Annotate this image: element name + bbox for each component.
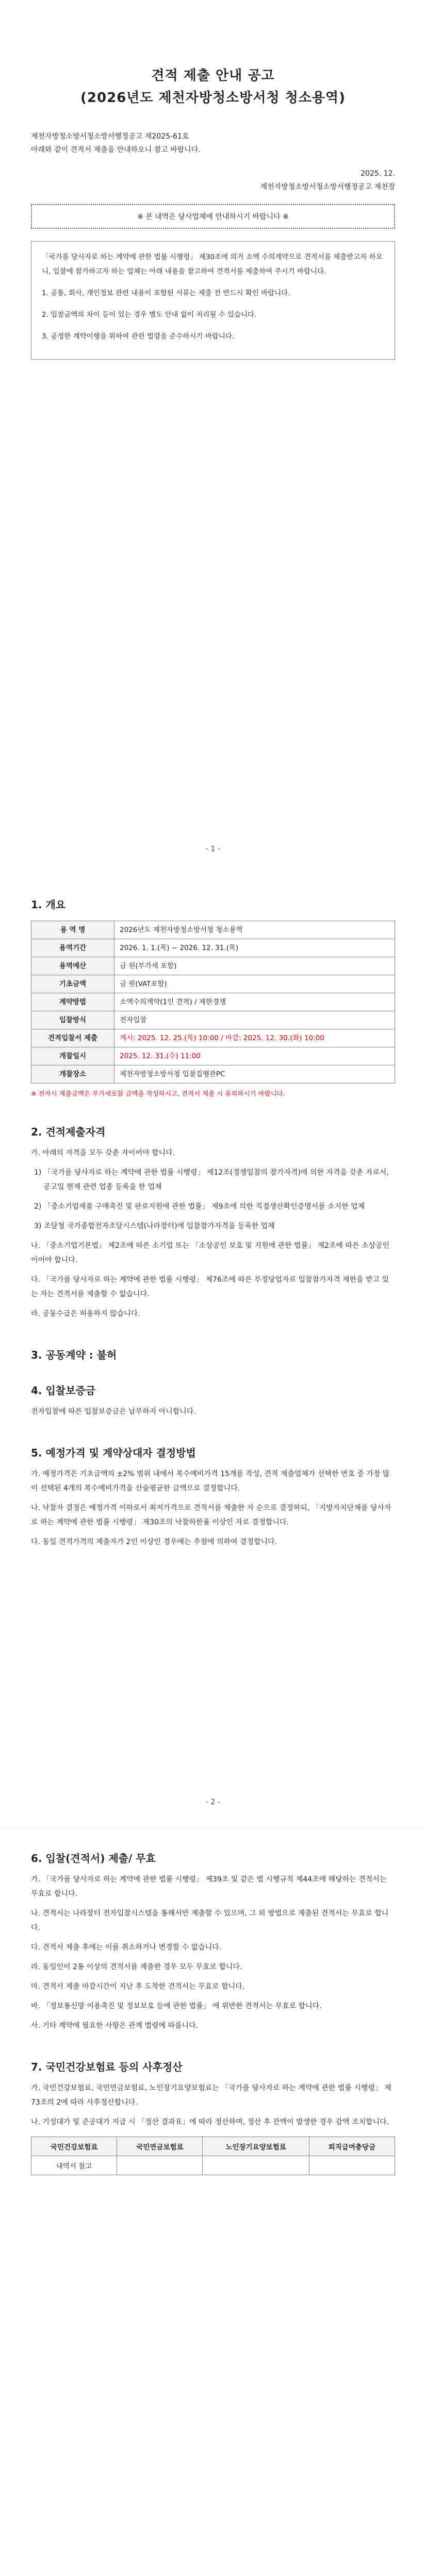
page-2 (0, 876, 426, 1829)
table-row (31, 939, 395, 957)
table-row (31, 993, 395, 1011)
notice-number: 제천자방청소방서청소방서행정공고 제2025-61호 (31, 132, 189, 141)
table-cell (117, 2156, 203, 2175)
paragraph: 전자입찰에 따른 입찰보증금은 납부하지 아니합니다. (31, 1408, 196, 1416)
list-item: 3) 조달청 국가종합전자조달시스템(나라장터)에 입찰참가자격을 등록한 업체 (34, 1222, 275, 1230)
list-item: 나. 견적서는 나라장터 전자입찰시스템을 통해서만 제출할 수 있으며, 그 외 방법으로 제출된 견적서는 무효로 합니다. (31, 1909, 389, 1932)
list-item: 나. 「중소기업기본법」 제2조에 따른 소기업 또는 「소상공인 보호 및 지원에 관한 법률」 제2조에 따른 소상공인이어야 합니다. (31, 1242, 390, 1264)
section-2-body (0, 1146, 426, 1321)
list-item: 1) 「국가를 당사자로 하는 계약에 관한 법률 시행령」 제12조(경쟁입찰의 참가자격)에 의한 자격을 갖춘 자로서, 공고일 현재 관련 업종 등록을 한 업체 (34, 1168, 389, 1191)
row-key: 용역기간 (31, 939, 114, 957)
list-item: 라. 동일인이 2통 이상의 견적서를 제출한 경우 모두 무효로 합니다. (31, 1963, 242, 1971)
intro-box (31, 241, 395, 360)
list-item: 나. 기성대가 및 준공대가 지급 시 「정산 결과표」에 따라 정산하며, 정산 후 잔액이 발생한 경우 감액 조치합니다. (31, 2118, 389, 2126)
intro-paragraph: 「국가를 당사자로 하는 계약에 관한 법률 시행령」 제30조에 의거 소액 수의계약으로 견적서를 제출받고자 하오니, 입찰에 참가하고자 하는 업체는 아래 내용을 참고하여 견적서를 제출하여 주시기 바랍니다. (42, 253, 383, 276)
list-item: 2) 「중소기업제품 구매촉진 및 판로지원에 관한 법률」 제9조에 의한 직접생산확인증명서를 소지한 업체 (34, 1202, 365, 1211)
table-row (31, 1029, 395, 1047)
section-3-title: 3. 공동계약 : 불허 (31, 1349, 117, 1361)
list-item: 다. 견적서 제출 후에는 이를 취소하거나 변경할 수 없습니다. (31, 1943, 222, 1952)
row-key: 입찰방식 (31, 1011, 114, 1029)
notice-header (0, 109, 426, 157)
page-3 (0, 1829, 426, 2576)
intro-item: 1. 공통, 회사, 개인정보 관련 내용이 포함된 서류는 제출 전 반드시 확인 바랍니다. (42, 289, 290, 297)
table-row (31, 1011, 395, 1029)
section-4-body (0, 1404, 426, 1419)
row-key: 개찰일시 (31, 1047, 114, 1065)
list-item: 마. 견적서 제출 마감시간이 지난 후 도착한 견적서는 무효로 합니다. (31, 1982, 245, 1991)
title-block (0, 0, 426, 106)
list-item: 다. 동일 견적가격의 제출자가 2인 이상인 경우에는 추첨에 의하여 결정합니다. (31, 1538, 277, 1546)
intro-item: 3. 공정한 계약이행을 위하여 관련 법령을 준수하시기 바랍니다. (42, 332, 235, 341)
row-value: 소액수의계약(1인 견적) / 제한경쟁 (114, 993, 395, 1011)
section-6-title: 6. 입찰(견적서) 제출/ 무효 (31, 1852, 156, 1865)
row-key: 견적입찰서 제출 (31, 1029, 114, 1047)
row-key: 용 역 명 (31, 921, 114, 939)
list-item: 가. 국민건강보험료, 국민연금보험료, 노인장기요양보험료는 「국가를 당사자로 하는 계약에 관한 법률 시행령」 제73조의 2에 따라 사후정산합니다. (31, 2084, 391, 2107)
list-item: 바. 「정보통신망 이용촉진 및 정보보호 등에 관한 법률」 에 위반한 견적서는 무효로 합니다. (31, 2002, 322, 2010)
page-1 (0, 0, 426, 876)
list-item: 사. 기타 계약에 필요한 사항은 관계 법령에 따릅니다. (31, 2022, 199, 2030)
section-2-title: 2. 견적제출자격 (31, 1126, 106, 1138)
table-header: 국민연금보험료 (117, 2137, 203, 2156)
table-header: 퇴직급여충당금 (309, 2137, 395, 2156)
table-header: 국민건강보험료 (31, 2137, 117, 2156)
row-key: 용역예산 (31, 957, 114, 975)
notice-subtitle: (2026년도 제천자방청소방서청 청소용역) (80, 90, 346, 106)
notice-callout: ※ 본 내역은 당사업체에 안내하시기 바랍니다 ※ (31, 204, 395, 229)
notice-title: 견적 제출 안내 공고 (151, 68, 275, 83)
row-value: 금 원(부가세 포함) (114, 957, 395, 975)
table-row (31, 2156, 395, 2175)
row-key: 개찰장소 (31, 1065, 114, 1083)
list-item: 다. 「국가를 당사자로 하는 계약에 관한 법률 시행령」 제76조에 따른 부정당업자로 입찰참가자격 제한을 받고 있는 자는 견적서를 제출할 수 없습니다. (31, 1276, 389, 1298)
issue-date: 2025. 12. (361, 170, 395, 178)
list-item: 가. 「국가를 당사자로 하는 계약에 관한 법률 시행령」 제39조 및 같은 법 시행규칙 제44조에 해당하는 견적서는 무효로 합니다. (31, 1875, 387, 1898)
overview-note: ※ 전자시 제출금액은 부가세포함 금액을 작성하시고, 견적서 제출 시 유의하시기 바랍니다. (31, 1090, 285, 1097)
list-item: 가. 아래의 자격을 모두 갖춘 자이어야 합니다. (31, 1149, 175, 1157)
section-5-title: 5. 예정가격 및 계약상대자 결정방법 (31, 1447, 196, 1459)
row-value: 제천자방청소방서청 입찰집행관PC (114, 1065, 395, 1083)
table-row (31, 1047, 395, 1065)
table-header: 노인장기요양보험료 (203, 2137, 309, 2156)
section-4-title: 4. 입찰보증금 (31, 1384, 96, 1397)
issuer: 제천자방청소방서청소방서행정공고 제천장 (260, 183, 395, 191)
table-header-row (31, 2137, 395, 2156)
row-key: 기초금액 (31, 975, 114, 993)
overview-table (31, 921, 395, 1083)
table-cell (203, 2156, 309, 2175)
section-1-title: 1. 개요 (31, 899, 66, 911)
insurance-table (31, 2137, 395, 2175)
table-cell: 내역서 참고 (31, 2156, 117, 2175)
page-number: - 1 - (206, 845, 220, 853)
issue-info (0, 157, 426, 194)
section-5-body (0, 1467, 426, 1549)
table-row (31, 975, 395, 993)
section-7-body (0, 2081, 426, 2129)
row-key: 계약방법 (31, 993, 114, 1011)
row-value: 금 원(VAT포함) (114, 975, 395, 993)
list-item: 가. 예정가격은 기초금액의 ±2% 범위 내에서 복수예비가격 15개를 작성, 견적 제출업체가 선택한 번호 중 가장 많이 선택된 4개의 복수예비가격을 산술평균한 금액으로 결정합니다. (31, 1470, 390, 1493)
notice-lead: 아래와 같이 견적서 제출을 안내하오니 참고 바랍니다. (31, 146, 201, 154)
row-value: 2026. 1. 1.(목) ~ 2026. 12. 31.(목) (114, 939, 395, 957)
row-value: 개시: 2025. 12. 25.(목) 10:00 / 마감: 2025. 12. 30.(화) 10:00 (114, 1029, 395, 1047)
row-value: 2025. 12. 31.(수) 11:00 (114, 1047, 395, 1065)
page-number: - 2 - (206, 1798, 220, 1806)
table-row (31, 921, 395, 939)
row-value: 전자입찰 (114, 1011, 395, 1029)
list-item: 나. 낙찰자 결정은 예정가격 이하로서 최저가격으로 견적서를 제출한 자 순으로 결정하되, 「지방자치단체를 당사자로 하는 계약에 관한 법률 시행령」 제30조의 낙찰하한율 이상인 자로 결정합니다. (31, 1504, 391, 1527)
table-row (31, 1065, 395, 1083)
section-7-title: 7. 국민건강보험료 등의 사후정산 (31, 2061, 183, 2073)
intro-item: 2. 입찰금액의 차이 등이 있는 경우 별도 안내 없이 처리될 수 있습니다. (42, 311, 257, 319)
list-item: 라. 공동수급은 허용하지 않습니다. (31, 1310, 140, 1318)
table-cell (309, 2156, 395, 2175)
section-6-body (0, 1872, 426, 2033)
table-row (31, 957, 395, 975)
row-value: 2026년도 제천자방청소방서청 청소용역 (114, 921, 395, 939)
